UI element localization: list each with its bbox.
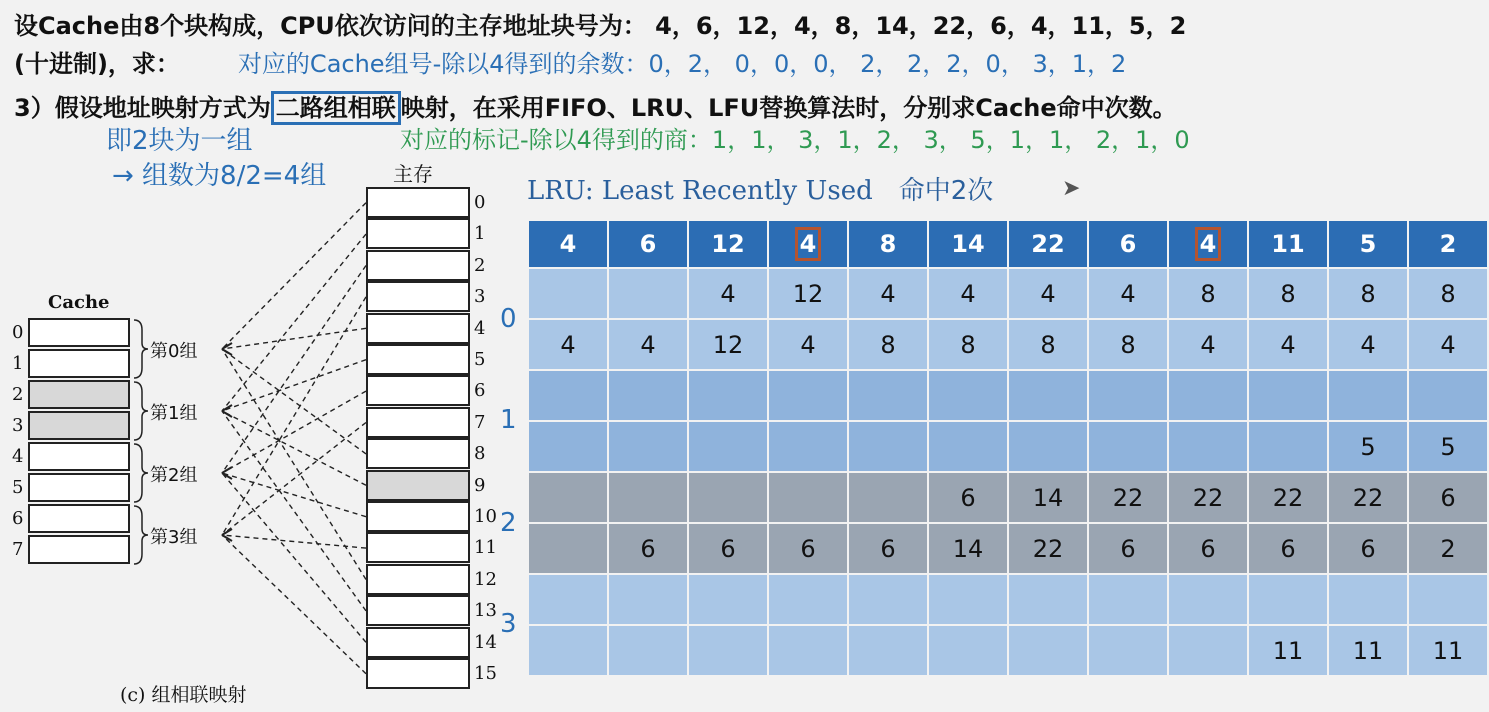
mapping-line (222, 473, 366, 642)
memory-block (366, 281, 470, 312)
lru-cell (1409, 371, 1487, 420)
lru-cell: 5 (1329, 422, 1407, 471)
memory-block (366, 187, 470, 218)
set-label-2: 2 (500, 508, 517, 538)
cache-block (28, 535, 130, 564)
memory-block (366, 218, 470, 249)
lru-cell (529, 473, 607, 522)
tag-note: 对应的标记-除以4得到的商：1，1， 3，1，2， 3， 5，1，1， 2，1，0 (400, 126, 1190, 154)
lru-cell (689, 626, 767, 675)
mapping-line (222, 266, 366, 474)
cache-index: 7 (12, 539, 24, 560)
lru-access-value: 8 (879, 230, 897, 258)
arrowhead-icon (222, 467, 232, 479)
lru-row-1 (529, 320, 1487, 369)
lru-cell (1329, 575, 1407, 624)
memory-block (366, 313, 470, 344)
mapping-line (222, 391, 366, 473)
memory-index: 8 (474, 443, 486, 465)
lru-cell: 11 (1409, 626, 1487, 675)
lru-cell: 8 (1249, 269, 1327, 318)
lru-row-0 (529, 269, 1487, 318)
cache-index: 3 (12, 415, 24, 436)
lru-cell (689, 473, 767, 522)
lru-cell (1009, 626, 1087, 675)
memory-block (366, 375, 470, 406)
memory-block (366, 658, 470, 689)
cache-block (28, 504, 130, 533)
memory-index: 11 (474, 537, 497, 559)
lru-cell: 4 (1329, 320, 1407, 369)
lru-access-1 (609, 221, 687, 267)
lru-access-11 (1409, 221, 1487, 267)
memory-index: 12 (474, 568, 497, 590)
lru-access-8 (1169, 221, 1247, 267)
lru-cell: 22 (1169, 473, 1247, 522)
lru-access-value: 12 (711, 230, 745, 258)
problem-line-2-prefix: (十进制)，求： (14, 50, 180, 78)
lru-cell (529, 524, 607, 573)
lru-row-7 (529, 626, 1487, 675)
lru-cell: 6 (689, 524, 767, 573)
lru-cell (929, 371, 1007, 420)
lru-cell (609, 626, 687, 675)
lru-cell: 11 (1249, 626, 1327, 675)
lru-cell (1089, 422, 1167, 471)
lru-access-9 (1249, 221, 1327, 267)
lru-cell: 6 (849, 524, 927, 573)
arrowhead-icon (222, 343, 232, 355)
memory-index: 9 (474, 474, 486, 496)
group-brace (134, 382, 148, 440)
memory-index: 15 (474, 663, 497, 684)
memory-index: 13 (474, 600, 497, 622)
memory-block (366, 501, 470, 532)
lru-row-2 (529, 371, 1487, 420)
lru-cell (1169, 422, 1247, 471)
lru-cell: 11 (1329, 626, 1407, 675)
lru-cell (849, 473, 927, 522)
lru-cell: 8 (1329, 269, 1407, 318)
mouse-cursor-icon: ➤ (1062, 176, 1081, 201)
cache-index: 0 (12, 322, 24, 343)
lru-cell (609, 473, 687, 522)
lru-cell: 8 (1089, 320, 1167, 369)
group-count-note: → 组数为8/2=4组 (112, 161, 327, 191)
cache-group-label: 第0组 (150, 341, 198, 362)
memory-index: 4 (474, 317, 486, 339)
cache-index: 1 (12, 353, 24, 374)
group-brace (134, 444, 148, 502)
group-brace (134, 506, 148, 564)
lru-cell: 6 (1169, 524, 1247, 573)
mapping-line (222, 423, 366, 536)
lru-cell: 4 (1009, 269, 1087, 318)
mapping-line (222, 473, 366, 517)
lru-cell (769, 371, 847, 420)
lru-access-value: 22 (1031, 230, 1065, 258)
lru-cell: 4 (1089, 269, 1167, 318)
lru-cell: 6 (1329, 524, 1407, 573)
lru-cell (769, 473, 847, 522)
lru-cell: 6 (1409, 473, 1487, 522)
lru-row-6 (529, 575, 1487, 624)
diagram-caption: (c) 组相联映射 (120, 684, 247, 706)
mapping-line (222, 203, 366, 349)
set-label-1: 1 (500, 405, 517, 435)
mapping-line (222, 234, 366, 411)
problem-line-2 (14, 44, 1126, 79)
lru-cell (529, 626, 607, 675)
lru-cell: 4 (929, 269, 1007, 318)
memory-index: 3 (474, 286, 486, 308)
cache-index: 6 (12, 508, 24, 529)
lru-cell (849, 626, 927, 675)
lru-access-value: 4 (559, 230, 577, 258)
lru-cell (769, 626, 847, 675)
lru-header-row (529, 221, 1487, 267)
lru-cell: 12 (769, 269, 847, 318)
lru-row-5 (529, 524, 1487, 573)
lru-cell: 6 (609, 524, 687, 573)
group-brace (134, 320, 148, 378)
mapping-line (222, 411, 366, 485)
lru-access-value: 14 (951, 230, 985, 258)
mapping-line (222, 297, 366, 535)
lru-cell (1009, 575, 1087, 624)
lru-access-value: 4 (1195, 227, 1222, 261)
mapping-line (222, 360, 366, 411)
lru-access-4 (849, 221, 927, 267)
lru-cell (1409, 575, 1487, 624)
lru-cell: 22 (1009, 524, 1087, 573)
mapping-line (222, 328, 366, 349)
problem-line-3 (14, 88, 1177, 123)
lru-cell (609, 575, 687, 624)
cache-index: 4 (12, 446, 24, 467)
lru-cell (1169, 371, 1247, 420)
mapping-line (222, 411, 366, 611)
lru-access-value: 2 (1439, 230, 1457, 258)
lru-cell (1009, 422, 1087, 471)
lru-cell: 4 (1249, 320, 1327, 369)
lru-cell: 4 (1169, 320, 1247, 369)
lru-cell (529, 269, 607, 318)
lru-cell: 5 (1409, 422, 1487, 471)
set-label-3: 3 (500, 609, 517, 639)
arrowhead-icon (222, 529, 232, 541)
mapping-line (222, 535, 366, 674)
lru-cell (609, 269, 687, 318)
lru-row-3 (529, 422, 1487, 471)
lru-cell (769, 422, 847, 471)
group-size-note: 即2块为一组 (106, 126, 253, 156)
cache-block (28, 411, 130, 440)
lru-cell: 4 (769, 320, 847, 369)
lru-cell: 4 (849, 269, 927, 318)
lru-hit-count: 命中2次 (898, 176, 994, 206)
lru-cell (929, 626, 1007, 675)
cache-index: 5 (12, 477, 24, 498)
memory-index: 6 (474, 380, 486, 402)
lru-cell: 6 (1249, 524, 1327, 573)
memory-block (366, 438, 470, 469)
cache-block (28, 473, 130, 502)
memory-block (366, 470, 470, 501)
memory-index: 0 (474, 192, 486, 213)
lru-cell: 2 (1409, 524, 1487, 573)
lru-cell (689, 422, 767, 471)
highlighted-term: 二路组相联 (271, 91, 401, 125)
cache-group-label: 第2组 (150, 465, 198, 486)
problem-line-3-before: 3）假设地址映射方式为 (14, 94, 271, 122)
lru-table (527, 219, 1489, 677)
mapping-line (222, 349, 366, 580)
memory-index: 14 (474, 631, 497, 653)
memory-label: 主存 (393, 162, 433, 186)
lru-cell: 4 (689, 269, 767, 318)
lru-cell (849, 422, 927, 471)
mapping-line (222, 349, 366, 454)
cache-block (28, 380, 130, 409)
lru-title (527, 170, 993, 207)
memory-block (366, 344, 470, 375)
cache-block (28, 349, 130, 378)
lru-cell (1249, 422, 1327, 471)
lru-cell: 6 (1089, 524, 1167, 573)
lru-cell (1009, 371, 1087, 420)
lru-cell: 8 (1409, 269, 1487, 318)
lru-cell: 14 (1009, 473, 1087, 522)
lru-cell (849, 371, 927, 420)
lru-cell (769, 575, 847, 624)
lru-body (529, 269, 1487, 675)
lru-cell: 8 (1009, 320, 1087, 369)
cache-group-note: 对应的Cache组号-除以4得到的余数：0，2， 0，0，0， 2， 2，2，0， 3，1，2 (237, 50, 1127, 78)
lru-cell: 4 (1409, 320, 1487, 369)
lru-cell (689, 575, 767, 624)
lru-cell (609, 371, 687, 420)
lru-access-2 (689, 221, 767, 267)
lru-cell: 22 (1329, 473, 1407, 522)
lru-cell (689, 371, 767, 420)
lru-title-text: LRU: Least Recently Used (527, 176, 873, 206)
lru-access-10 (1329, 221, 1407, 267)
lru-cell (929, 422, 1007, 471)
lru-cell: 6 (769, 524, 847, 573)
lru-access-value: 4 (795, 227, 822, 261)
memory-block (366, 250, 470, 281)
lru-cell: 8 (849, 320, 927, 369)
lru-access-6 (1009, 221, 1087, 267)
lru-cell: 22 (1089, 473, 1167, 522)
lru-cell (1249, 371, 1327, 420)
problem-line-1: 设Cache由8个块构成，CPU依次访问的主存地址块号为： 4，6，12，4，8，14，22，6，4，11，5，2 (14, 12, 1187, 40)
set-label-0: 0 (500, 304, 517, 334)
lru-cell (609, 422, 687, 471)
lru-cell (849, 575, 927, 624)
lru-cell (1249, 575, 1327, 624)
lru-cell: 14 (929, 524, 1007, 573)
memory-block (366, 595, 470, 626)
cache-block (28, 318, 130, 347)
lru-cell (1329, 371, 1407, 420)
memory-block (366, 627, 470, 658)
memory-block (366, 532, 470, 563)
lru-access-7 (1089, 221, 1167, 267)
lru-cell (929, 575, 1007, 624)
lru-access-value: 6 (639, 230, 657, 258)
lru-cell: 12 (689, 320, 767, 369)
lru-cell: 4 (529, 320, 607, 369)
lru-access-3 (769, 221, 847, 267)
lru-cell (529, 422, 607, 471)
lru-cell (529, 575, 607, 624)
cache-index: 2 (12, 384, 24, 405)
lru-row-4 (529, 473, 1487, 522)
lru-cell (1089, 371, 1167, 420)
memory-index: 5 (474, 349, 486, 370)
lru-access-5 (929, 221, 1007, 267)
memory-index: 7 (474, 411, 486, 433)
lru-cell (1169, 626, 1247, 675)
cache-group-label: 第1组 (150, 403, 198, 424)
lru-cell: 6 (929, 473, 1007, 522)
lru-access-value: 5 (1359, 230, 1377, 258)
lru-cell (1089, 575, 1167, 624)
memory-block (366, 407, 470, 438)
arrowhead-icon (222, 405, 232, 417)
lru-cell: 22 (1249, 473, 1327, 522)
lru-cell: 4 (609, 320, 687, 369)
mapping-line (222, 535, 366, 548)
lru-cell (529, 371, 607, 420)
cache-group-label: 第3组 (150, 527, 198, 548)
problem-line-3-after: 映射，在采用FIFO、LRU、LFU替换算法时，分别求Cache命中次数。 (400, 94, 1177, 122)
cache-block (28, 442, 130, 471)
lru-access-0 (529, 221, 607, 267)
lru-access-value: 11 (1271, 230, 1305, 258)
memory-block (366, 564, 470, 595)
lru-cell (1089, 626, 1167, 675)
lru-cell (1169, 575, 1247, 624)
lru-access-value: 6 (1119, 230, 1137, 258)
memory-index: 1 (474, 223, 486, 245)
memory-index: 10 (474, 506, 497, 527)
cache-label: Cache (48, 292, 110, 313)
lru-cell: 8 (1169, 269, 1247, 318)
lru-cell: 8 (929, 320, 1007, 369)
memory-index: 2 (474, 254, 486, 276)
